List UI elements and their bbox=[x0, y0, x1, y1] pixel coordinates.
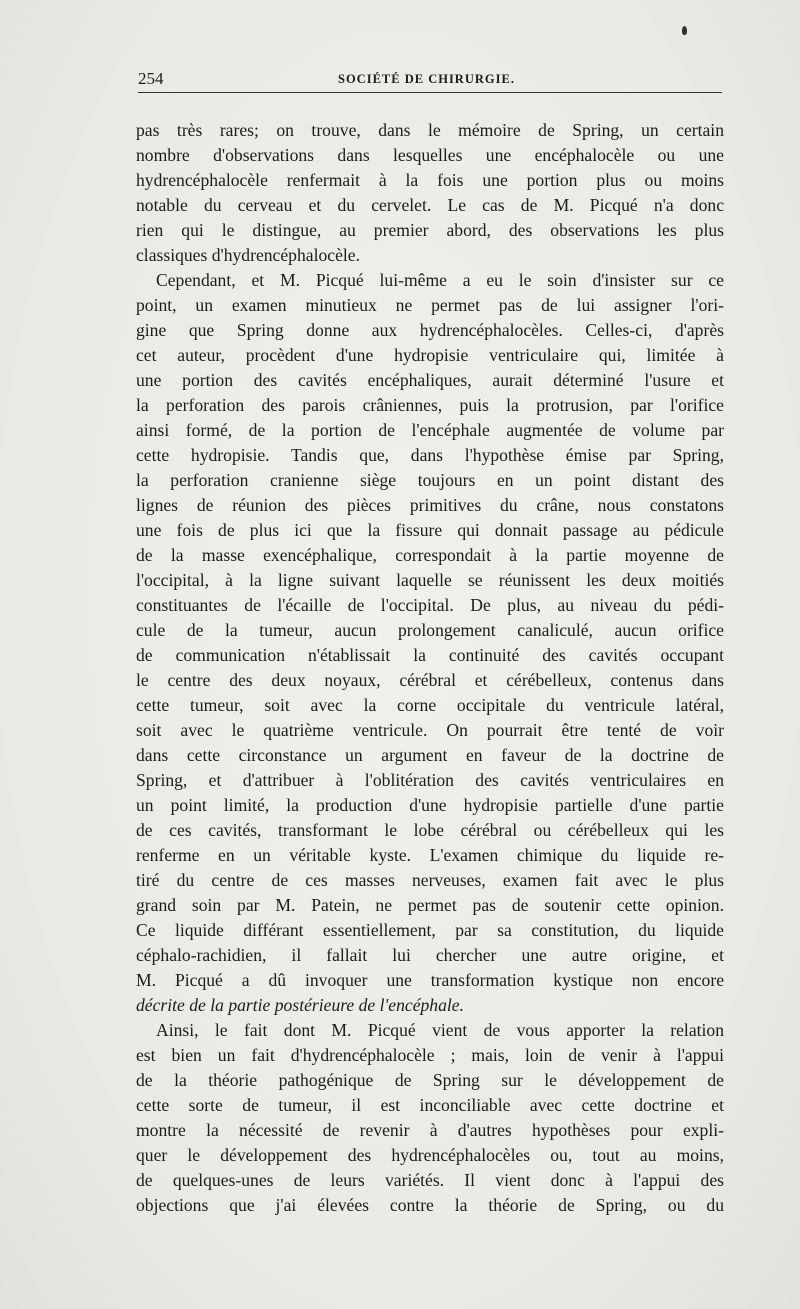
text-line: Ainsi, le fait dont M. Picqué vient de vous apporter la relation bbox=[156, 1020, 724, 1040]
running-head: SOCIÉTÉ DE CHIRURGIE. bbox=[338, 72, 515, 86]
text-line: pas très rares; on trouve, dans le mémoire de Spring, un certain bbox=[136, 120, 724, 140]
text-line: lignes de réunion des pièces primitives du crâne, nous constatons bbox=[136, 495, 724, 515]
text-line: la perforation des parois crâniennes, puis la protrusion, par l'orifice bbox=[136, 395, 724, 415]
text-line: nombre d'observations dans lesquelles une encéphalocèle ou une bbox=[136, 145, 724, 165]
text-line: gine que Spring donne aux hydrencéphalocèles. Celles-ci, d'après bbox=[136, 320, 724, 340]
text-line: une fois de plus ici que la fissure qui donnait passage au pédicule bbox=[136, 520, 724, 540]
text-line: Ce liquide différant essentiellement, par sa constitution, du liquide bbox=[136, 920, 724, 940]
text-line: tiré du centre de ces masses nerveuses, examen fait avec le plus bbox=[136, 870, 724, 890]
body-text bbox=[136, 118, 724, 1218]
text-line: cette sorte de tumeur, il est inconciliable avec cette doctrine et bbox=[136, 1095, 724, 1115]
text-line: céphalo-rachidien, il fallait lui chercher une autre origine, et bbox=[136, 945, 724, 965]
text-line: est bien un fait d'hydrencéphalocèle ; mais, loin de venir à l'appui bbox=[136, 1045, 724, 1065]
text-line: de quelques-unes de leurs variétés. Il vient donc à l'appui des bbox=[136, 1170, 724, 1190]
page-number: 254 bbox=[138, 69, 164, 88]
text-line: renferme en un véritable kyste. L'examen chimique du liquide re- bbox=[136, 845, 724, 865]
text-line: cet auteur, procèdent d'une hydropisie ventriculaire qui, limitée à bbox=[136, 345, 724, 365]
text-line: Cependant, et M. Picqué lui-même a eu le soin d'insister sur ce bbox=[156, 270, 724, 290]
text-line: notable du cerveau et du cervelet. Le cas de M. Picqué n'a donc bbox=[136, 195, 724, 215]
text-line: la perforation cranienne siège toujours en un point distant des bbox=[136, 470, 724, 490]
text-line: de ces cavités, transformant le lobe cérébral ou cérébelleux qui les bbox=[136, 820, 724, 840]
text-line: grand soin par M. Patein, ne permet pas de soutenir cette opinion. bbox=[136, 895, 724, 915]
text-line: hydrencéphalocèle renfermait à la fois une portion plus ou moins bbox=[136, 170, 724, 190]
text-line: classiques d'hydrencéphalocèle. bbox=[136, 245, 360, 265]
text-line: soit avec le quatrième ventricule. On pourrait être tenté de voir bbox=[136, 720, 724, 740]
text-line: cette hydropisie. Tandis que, dans l'hypothèse émise par Spring, bbox=[136, 445, 724, 465]
text-line: objections que j'ai élevées contre la théorie de Spring, ou du bbox=[136, 1195, 724, 1215]
text-line: montre la nécessité de revenir à d'autres hypothèses pour expli- bbox=[136, 1120, 724, 1140]
text-line: point, un examen minutieux ne permet pas de lui assigner l'ori- bbox=[136, 295, 724, 315]
text-line: de communication n'établissait la continuité des cavités occupant bbox=[136, 645, 724, 665]
text-line: un point limité, la production d'une hydropisie partielle d'une partie bbox=[136, 795, 724, 815]
text-line: de la théorie pathogénique de Spring sur le développement de bbox=[136, 1070, 724, 1090]
text-line: décrite de la partie postérieure de l'encéphale. bbox=[136, 995, 465, 1015]
ink-spot bbox=[682, 26, 687, 35]
page-header bbox=[138, 66, 722, 93]
text-line: une portion des cavités encéphaliques, aurait déterminé l'usure et bbox=[136, 370, 724, 390]
text-line: cule de la tumeur, aucun prolongement canaliculé, aucun orifice bbox=[136, 620, 724, 640]
text-line: le centre des deux noyaux, cérébral et cérébelleux, contenus dans bbox=[136, 670, 724, 690]
text-line: Spring, et d'attribuer à l'oblitération des cavités ventriculaires en bbox=[136, 770, 724, 790]
text-line: constituantes de l'écaille de l'occipital. De plus, au niveau du pédi- bbox=[136, 595, 724, 615]
text-line: de la masse exencéphalique, correspondait à la partie moyenne de bbox=[136, 545, 724, 565]
text-line: quer le développement des hydrencéphalocèles ou, tout au moins, bbox=[136, 1145, 724, 1165]
text-line: ainsi formé, de la portion de l'encéphale augmentée de volume par bbox=[136, 420, 724, 440]
text-line: M. Picqué a dû invoquer une transformation kystique non encore bbox=[136, 970, 724, 990]
text-line: rien qui le distingue, au premier abord, des observations les plus bbox=[136, 220, 724, 240]
text-line: cette tumeur, soit avec la corne occipitale du ventricule latéral, bbox=[136, 695, 724, 715]
text-line: dans cette circonstance un argument en faveur de la doctrine de bbox=[136, 745, 724, 765]
text-line: l'occipital, à la ligne suivant laquelle se réunissent les deux moitiés bbox=[136, 570, 724, 590]
